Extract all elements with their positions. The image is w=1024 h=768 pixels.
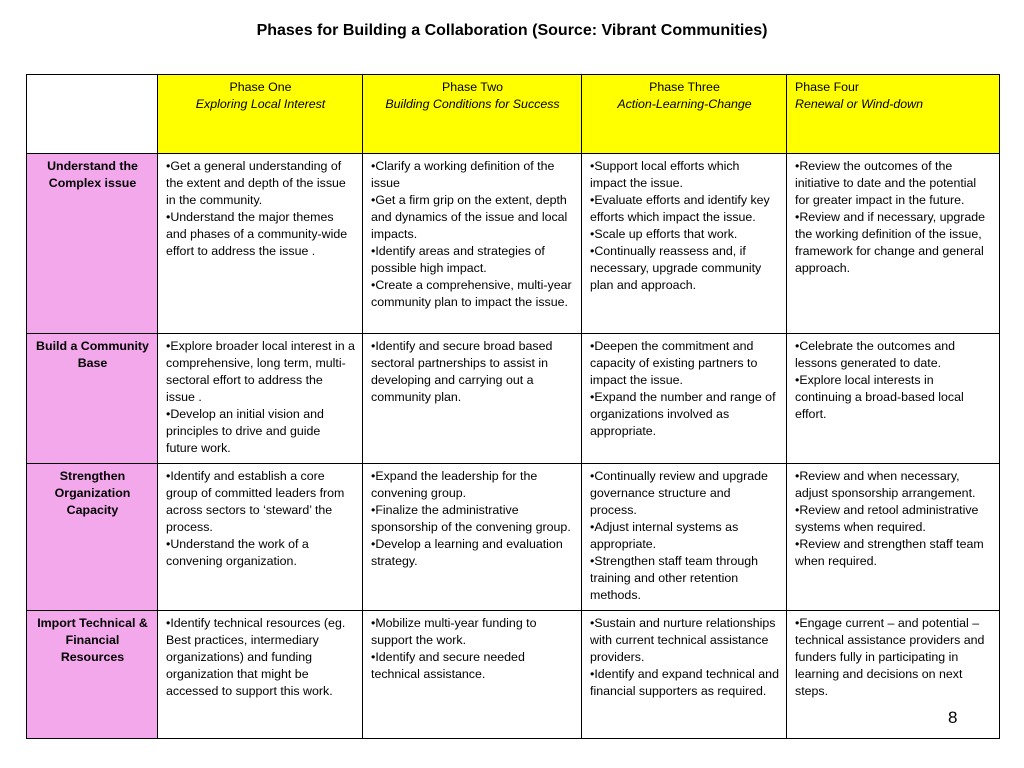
table-cell bbox=[363, 464, 582, 611]
bullet-item: • Continually reassess and, if necessary, upgrade community plan and approach. bbox=[590, 243, 779, 294]
table-cell bbox=[787, 464, 1000, 611]
bullet-item: • Develop an initial vision and principles to drive and guide future work. bbox=[166, 406, 355, 457]
bullet-item: • Clarify a working definition of the issue bbox=[371, 158, 574, 192]
table-cell bbox=[582, 464, 787, 611]
corner-cell bbox=[27, 75, 158, 154]
page-number: 8 bbox=[948, 708, 958, 727]
bullet-item: • Engage current – and potential – technical assistance providers and funders fully in participating in learning and decisions on next steps. bbox=[795, 615, 992, 700]
table-cell bbox=[582, 334, 787, 464]
row-header-import: Import Technical & Financial Resources bbox=[27, 611, 158, 739]
bullet-item: • Review and if necessary, upgrade the working definition of the issue, framework for change and general approach. bbox=[795, 209, 992, 277]
bullet-item: • Identify and establish a core group of committed leaders from across sectors to ‘steward’ the process. bbox=[166, 468, 355, 536]
bullet-item: • Review and retool administrative systems when required. bbox=[795, 502, 992, 536]
phase-subtitle: Action-Learning-Change bbox=[617, 97, 752, 111]
table-cell bbox=[787, 611, 1000, 739]
table-cell bbox=[363, 334, 582, 464]
bullet-item: • Identify and expand technical and financial supporters as required. bbox=[590, 666, 779, 700]
table-cell bbox=[158, 464, 363, 611]
bullet-item: • Strengthen staff team through training and other retention methods. bbox=[590, 553, 779, 604]
bullet-item: • Identify and secure needed technical assistance. bbox=[371, 649, 574, 683]
bullet-item: • Understand the major themes and phases of a community-wide effort to address the issue . bbox=[166, 209, 355, 260]
phase-subtitle: Exploring Local Interest bbox=[195, 97, 326, 111]
bullet-item: • Scale up efforts that work. bbox=[590, 226, 779, 243]
bullet-item: • Create a comprehensive, multi-year community plan to impact the issue. bbox=[371, 277, 574, 311]
phase-name: Phase Three bbox=[649, 80, 720, 94]
bullet-item: • Review the outcomes of the initiative to date and the potential for greater impact in the future. bbox=[795, 158, 992, 209]
table-cell bbox=[363, 154, 582, 334]
phase-four-header bbox=[787, 75, 1000, 154]
bullet-item: • Celebrate the outcomes and lessons generated to date. bbox=[795, 338, 992, 372]
table-row bbox=[27, 154, 1000, 334]
bullet-item: • Support local efforts which impact the issue. bbox=[590, 158, 779, 192]
phase-subtitle: Building Conditions for Success bbox=[385, 97, 560, 111]
bullet-item: • Get a firm grip on the extent, depth and dynamics of the issue and local impacts. bbox=[371, 192, 574, 243]
bullet-item: • Evaluate efforts and identify key efforts which impact the issue. bbox=[590, 192, 779, 226]
table-row bbox=[27, 611, 1000, 739]
bullet-item: • Mobilize multi-year funding to support the work. bbox=[371, 615, 574, 649]
page-title: Phases for Building a Collaboration (Source: Vibrant Communities) bbox=[256, 22, 768, 39]
table-cell bbox=[158, 154, 363, 334]
row-header-understand: Understand the Complex issue bbox=[27, 154, 158, 334]
phase-name: Phase Two bbox=[441, 80, 504, 94]
bullet-item: • Explore broader local interest in a comprehensive, long term, multi-sectoral effort to address the issue . bbox=[166, 338, 355, 406]
bullet-item: • Review and when necessary, adjust sponsorship arrangement. bbox=[795, 468, 992, 502]
table-cell bbox=[787, 334, 1000, 464]
table-cell bbox=[787, 154, 1000, 334]
bullet-item: • Identify and secure broad based sectoral partnerships to assist in developing and carrying out a community plan. bbox=[371, 338, 574, 406]
table-row bbox=[27, 464, 1000, 611]
table-cell bbox=[582, 154, 787, 334]
phase-name: Phase Four bbox=[795, 80, 860, 94]
table-row bbox=[27, 334, 1000, 464]
bullet-item: • Review and strengthen staff team when required. bbox=[795, 536, 992, 570]
bullet-item: • Develop a learning and evaluation strategy. bbox=[371, 536, 574, 570]
bullet-item: • Sustain and nurture relationships with current technical assistance providers. bbox=[590, 615, 779, 666]
table-cell bbox=[582, 611, 787, 739]
bullet-item: • Identify areas and strategies of possible high impact. bbox=[371, 243, 574, 277]
phases-table bbox=[26, 74, 1000, 739]
bullet-item: • Continually review and upgrade governance structure and process. bbox=[590, 468, 779, 519]
phase-one-header bbox=[158, 75, 363, 154]
row-header-build: Build a Community Base bbox=[27, 334, 158, 464]
table-cell bbox=[158, 334, 363, 464]
phase-subtitle: Renewal or Wind-down bbox=[795, 97, 923, 111]
bullet-item: • Finalize the administrative sponsorship of the convening group. bbox=[371, 502, 574, 536]
table-cell bbox=[158, 611, 363, 739]
bullet-item: • Expand the leadership for the convening group. bbox=[371, 468, 574, 502]
bullet-item: • Adjust internal systems as appropriate. bbox=[590, 519, 779, 553]
bullet-item: • Expand the number and range of organizations involved as appropriate. bbox=[590, 389, 779, 440]
phase-name: Phase One bbox=[229, 80, 292, 94]
bullet-item: • Explore local interests in continuing a broad-based local effort. bbox=[795, 372, 992, 423]
bullet-item: • Deepen the commitment and capacity of existing partners to impact the issue. bbox=[590, 338, 779, 389]
table-cell bbox=[363, 611, 582, 739]
phase-two-header bbox=[363, 75, 582, 154]
bullet-item: • Understand the work of a convening organization. bbox=[166, 536, 355, 570]
phase-header-row bbox=[27, 75, 1000, 154]
bullet-item: • Identify technical resources (eg. Best practices, intermediary organizations) and funding organization that might be accessed to support this work. bbox=[166, 615, 355, 700]
phase-three-header bbox=[582, 75, 787, 154]
row-header-strengthen: Strengthen Organization Capacity bbox=[27, 464, 158, 611]
bullet-item: • Get a general understanding of the extent and depth of the issue in the community. bbox=[166, 158, 355, 209]
